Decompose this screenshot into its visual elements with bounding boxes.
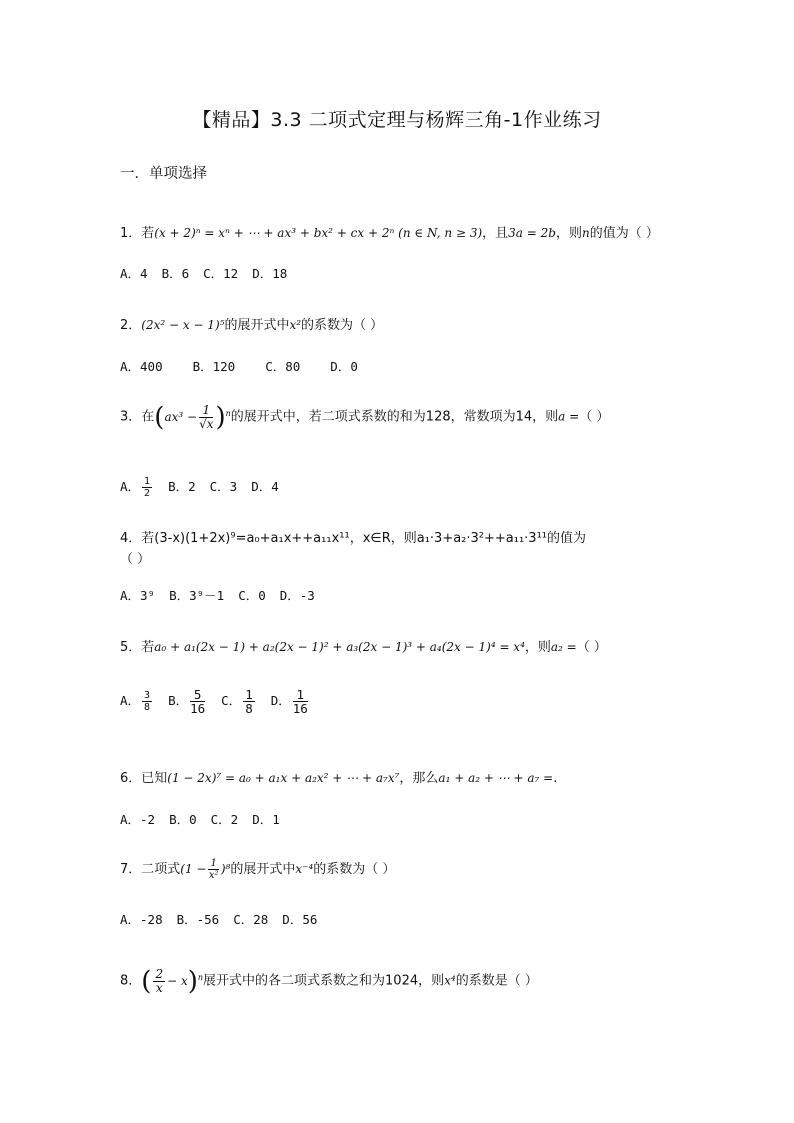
question-text: 若 bbox=[141, 640, 155, 655]
question-text: 的系数是（ ） bbox=[455, 973, 538, 989]
option-d[interactable]: D．56 bbox=[282, 912, 318, 927]
question-8 bbox=[120, 966, 538, 996]
math-variable: n bbox=[581, 226, 590, 240]
fraction-numerator: 1 bbox=[293, 688, 308, 702]
math-variable: a₂ = bbox=[550, 640, 577, 654]
math-expression: ( $\frac{2}{x}$ − x)$^n$ bbox=[141, 966, 204, 996]
math-term: (1 − bbox=[180, 862, 207, 876]
option-label: A． bbox=[120, 693, 141, 708]
fraction-numerator: 1 bbox=[245, 687, 253, 702]
question-text: 已知 bbox=[141, 771, 168, 786]
option-b[interactable]: B．-56 bbox=[176, 912, 220, 927]
math-term: ax³ − bbox=[164, 409, 198, 424]
option-c[interactable]: C．28 bbox=[233, 912, 269, 927]
options-q7 bbox=[120, 910, 331, 928]
option-d[interactable]: D．18 bbox=[252, 266, 288, 281]
math-expression: (ax³ − $\frac{1}{√x}$ )$^n$ bbox=[154, 402, 231, 432]
question-text: 展开式中的各二项式系数之和为1024，则 bbox=[203, 973, 445, 989]
option-a[interactable]: A．4 bbox=[120, 266, 148, 281]
exponent: n bbox=[197, 972, 204, 982]
option-c[interactable] bbox=[221, 688, 257, 715]
fraction-denominator: 2 bbox=[144, 488, 151, 499]
question-text: 若(3-x)(1+2x)⁹=a₀+a₁x++a₁₁x¹¹，x∈R，则a₁·3+a₂·3²++a₁₁·3¹¹的值为 bbox=[141, 531, 587, 546]
question-number: 6． bbox=[120, 771, 142, 786]
options-q4 bbox=[120, 586, 329, 604]
question-number: 2． bbox=[120, 318, 142, 333]
question-text: 在 bbox=[141, 409, 155, 425]
option-a[interactable]: A．-28 bbox=[120, 912, 163, 927]
math-variable: a = bbox=[558, 409, 580, 424]
math-expression: 3a = 2b bbox=[508, 226, 556, 240]
math-expression: (1 − 2x)⁷ = a₀ + a₁x + a₂x² + ⋯ + a₇x⁷ bbox=[167, 771, 400, 785]
fraction-denominator: 8 bbox=[144, 702, 151, 713]
question-number: 5． bbox=[120, 640, 142, 655]
math-variable: x⁴ bbox=[444, 973, 456, 988]
question-text: ，则 bbox=[524, 640, 551, 655]
question-6 bbox=[120, 767, 557, 786]
fraction-numerator: 1 bbox=[199, 404, 213, 418]
question-number: 8． bbox=[120, 973, 142, 989]
options-q6 bbox=[120, 810, 294, 828]
fraction-denominator: 16 bbox=[190, 701, 206, 716]
option-b[interactable] bbox=[168, 688, 207, 715]
option-b[interactable]: B．6 bbox=[161, 266, 190, 281]
option-label: A． bbox=[120, 479, 141, 494]
option-b[interactable]: B．120 bbox=[192, 359, 236, 374]
fraction bbox=[153, 968, 165, 995]
option-a[interactable]: A．-2 bbox=[120, 812, 156, 827]
option-b[interactable]: B．0 bbox=[169, 812, 197, 827]
question-text: （ ） bbox=[576, 640, 607, 655]
option-b[interactable]: B．2 bbox=[168, 479, 196, 494]
option-b[interactable]: B．3⁹－1 bbox=[169, 588, 225, 603]
option-c[interactable]: C．0 bbox=[238, 588, 266, 603]
question-7 bbox=[120, 858, 395, 881]
question-4 bbox=[120, 527, 586, 546]
fraction-numerator: 2 bbox=[155, 966, 164, 981]
question-number: 7． bbox=[120, 862, 142, 877]
question-text: . bbox=[553, 771, 558, 786]
math-term: − x bbox=[167, 973, 188, 988]
option-c[interactable]: C．80 bbox=[265, 359, 301, 374]
math-variable: x⁻⁴ bbox=[295, 862, 314, 876]
option-a[interactable] bbox=[120, 476, 154, 499]
fraction bbox=[142, 690, 152, 713]
option-label: B． bbox=[168, 693, 189, 708]
math-expression: (x + 2)ⁿ = xⁿ + ⋯ + ax³ + bx² + cx + 2ⁿ (n ∈ N, n ≥ 3) bbox=[154, 226, 483, 240]
question-text: ，那么 bbox=[399, 771, 439, 786]
math-expression bbox=[180, 858, 231, 881]
question-number: 3． bbox=[120, 409, 142, 425]
fraction-denominator: √x bbox=[199, 416, 214, 431]
options-q3 bbox=[120, 476, 293, 499]
fraction bbox=[190, 688, 205, 715]
question-text: 的展开式中 bbox=[224, 318, 290, 333]
question-text: 的展开式中 bbox=[230, 862, 296, 877]
question-text: ，则 bbox=[555, 226, 582, 241]
option-c[interactable]: C．2 bbox=[210, 812, 239, 827]
option-d[interactable]: D．4 bbox=[251, 479, 279, 494]
fraction bbox=[208, 858, 218, 881]
math-variable: x² bbox=[289, 318, 302, 332]
math-expression: (2x² − x − 1)⁵ bbox=[141, 318, 225, 332]
option-a[interactable] bbox=[120, 690, 154, 713]
options-q5 bbox=[120, 688, 324, 715]
question-text: 二项式 bbox=[141, 862, 181, 877]
option-c[interactable]: C．3 bbox=[209, 479, 238, 494]
option-label: C． bbox=[221, 693, 242, 708]
question-number: 1． bbox=[120, 226, 142, 241]
question-text: 的系数为（ ） bbox=[301, 318, 384, 333]
question-text: 的展开式中，若二项式系数的和为128，常数项为14，则 bbox=[230, 409, 559, 425]
question-text: 若 bbox=[141, 226, 155, 241]
question-text: （ ） bbox=[120, 552, 151, 567]
fraction-numerator: 3 bbox=[144, 690, 151, 701]
option-d[interactable]: D．1 bbox=[252, 812, 280, 827]
fraction-denominator: 16 bbox=[292, 701, 308, 716]
question-text: 的值为（ ） bbox=[589, 226, 659, 241]
fraction bbox=[243, 688, 255, 715]
option-d[interactable] bbox=[271, 688, 310, 715]
question-text: ，且 bbox=[482, 226, 509, 241]
options-q2 bbox=[120, 357, 372, 375]
page-title: 【精品】3.3 二项式定理与杨辉三角-1作业练习 bbox=[192, 109, 602, 131]
math-expression: a₁ + a₂ + ⋯ + a₇ = bbox=[438, 771, 554, 785]
fraction-numerator: 5 bbox=[190, 688, 205, 702]
fraction bbox=[142, 476, 152, 499]
option-d[interactable]: D．-3 bbox=[279, 588, 315, 603]
option-a[interactable]: A．3⁹ bbox=[120, 588, 156, 603]
fraction-denominator: x bbox=[155, 980, 163, 995]
option-label: D． bbox=[270, 693, 291, 708]
option-d[interactable]: D．0 bbox=[330, 359, 358, 374]
question-text: 的系数为（ ） bbox=[313, 862, 396, 877]
question-text: （ ） bbox=[579, 409, 610, 425]
question-3 bbox=[120, 402, 609, 432]
fraction bbox=[293, 688, 308, 715]
question-4-cont bbox=[120, 548, 150, 567]
fraction bbox=[199, 404, 213, 431]
option-a[interactable]: A．400 bbox=[120, 359, 163, 374]
fraction-denominator: 8 bbox=[245, 701, 253, 716]
options-q1 bbox=[120, 264, 301, 282]
fraction-numerator: 1 bbox=[144, 476, 151, 487]
fraction-numerator: 1 bbox=[210, 858, 217, 869]
math-expression: a₀ + a₁(2x − 1) + a₂(2x − 1)² + a₃(2x − 1)³ + a₄(2x − 1)⁴ = x⁴ bbox=[154, 640, 525, 654]
option-c[interactable]: C．12 bbox=[203, 266, 239, 281]
math-term: )⁸ bbox=[220, 862, 231, 876]
exponent: n bbox=[225, 408, 231, 418]
question-1 bbox=[120, 222, 659, 241]
section-heading: 一．单项选择 bbox=[120, 166, 207, 182]
question-5 bbox=[120, 636, 607, 655]
question-2 bbox=[120, 314, 383, 333]
question-number: 4． bbox=[120, 531, 142, 546]
fraction-denominator: x² bbox=[208, 870, 219, 881]
